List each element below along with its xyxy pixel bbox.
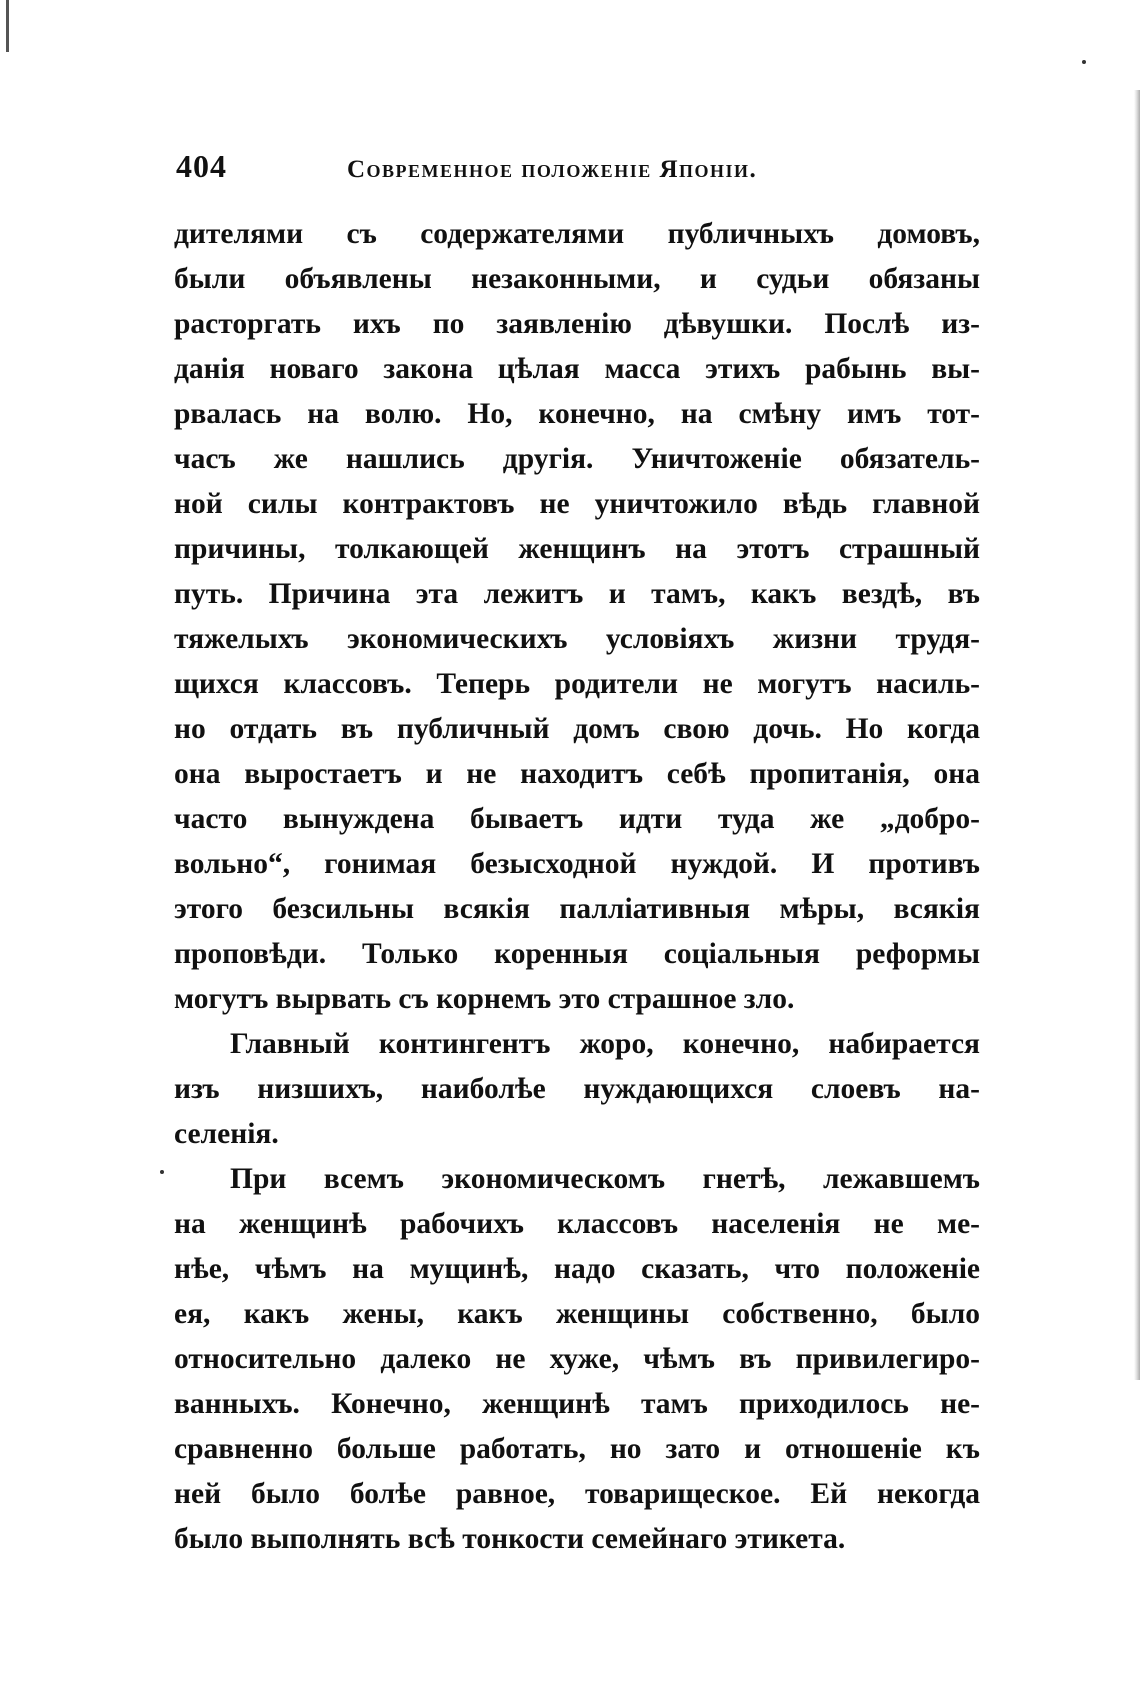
- text-line: проповѣди. Только коренныя соціальныя реформы: [174, 938, 980, 970]
- text-line: При всемъ экономическомъ гнетѣ, лежавшемъ: [230, 1163, 980, 1195]
- text-line: но отдать въ публичный домъ свою дочь. Но когда: [174, 713, 980, 745]
- text-line: дителями съ содержателями публичныхъ домовъ,: [174, 218, 980, 250]
- text-line: Главный контингентъ жоро, конечно, набирается: [230, 1028, 980, 1060]
- text-line: она выростаетъ и не находитъ себѣ пропитанія, она: [174, 758, 980, 790]
- text-line: было выполнять всѣ тонкости семейнаго этикета.: [174, 1523, 846, 1555]
- text-line: рвалась на волю. Но, конечно, на смѣну имъ тот-: [174, 398, 980, 430]
- text-line: щихся классовъ. Теперь родители не могутъ насиль-: [174, 668, 980, 700]
- text-line: на женщинѣ рабочихъ классовъ населенія не ме-: [174, 1208, 980, 1240]
- print-speck: [160, 1170, 164, 1174]
- page-number: 404: [176, 148, 227, 184]
- text-line: ной силы контрактовъ не уничтожило вѣдь главной: [174, 488, 980, 520]
- text-line: вольно“, гонимая безысходной нуждой. И противъ: [174, 848, 980, 880]
- running-title: Современное положеніе Японіи.: [347, 156, 758, 183]
- text-line: сравненно больше работать, но зато и отношеніе къ: [174, 1433, 980, 1465]
- text-line: нѣе, чѣмъ на мущинѣ, надо сказать, что положеніе: [174, 1253, 980, 1285]
- text-line: ней было болѣе равное, товарищеское. Ей некогда: [174, 1478, 980, 1510]
- text-line: были объявлены незаконными, и судьи обязаны: [174, 263, 980, 295]
- page-binding-shadow: [1134, 90, 1140, 1380]
- page-edge-mark: [6, 0, 9, 52]
- text-line: расторгать ихъ по заявленію дѣвушки. Послѣ из-: [174, 308, 980, 340]
- paragraph: [174, 1022, 980, 1157]
- text-line: часто вынуждена бываетъ идти туда же „добро-: [174, 803, 980, 835]
- text-line: причины, толкающей женщинъ на этотъ страшный: [174, 533, 980, 565]
- text-line: ванныхъ. Конечно, женщинѣ тамъ приходилось не-: [174, 1388, 980, 1420]
- paragraph: [174, 1157, 980, 1562]
- text-line: ея, какъ жены, какъ женщины собственно, было: [174, 1298, 980, 1330]
- text-line: данія новаго закона цѣлая масса этихъ рабынь вы-: [174, 353, 980, 385]
- text-line: этого безсильны всякія палліативныя мѣры, всякія: [174, 893, 980, 925]
- paragraph: [174, 212, 980, 1022]
- text-line: изъ низшихъ, наиболѣе нуждающихся слоевъ на-: [174, 1073, 980, 1105]
- text-line: тяжелыхъ экономическихъ условіяхъ жизни трудя-: [174, 623, 980, 655]
- text-line: относительно далеко не хуже, чѣмъ въ привилегиро-: [174, 1343, 980, 1375]
- text-line: селенія.: [174, 1118, 279, 1150]
- text-line: часъ же нашлись другія. Уничтоженіе обязатель-: [174, 443, 980, 475]
- text-line: могутъ вырвать съ корнемъ это страшное зло.: [174, 983, 795, 1015]
- text-line: путь. Причина эта лежитъ и тамъ, какъ вездѣ, въ: [174, 578, 980, 610]
- body-text: [174, 212, 980, 1562]
- print-speck: [1082, 60, 1086, 64]
- page-header: [176, 148, 976, 196]
